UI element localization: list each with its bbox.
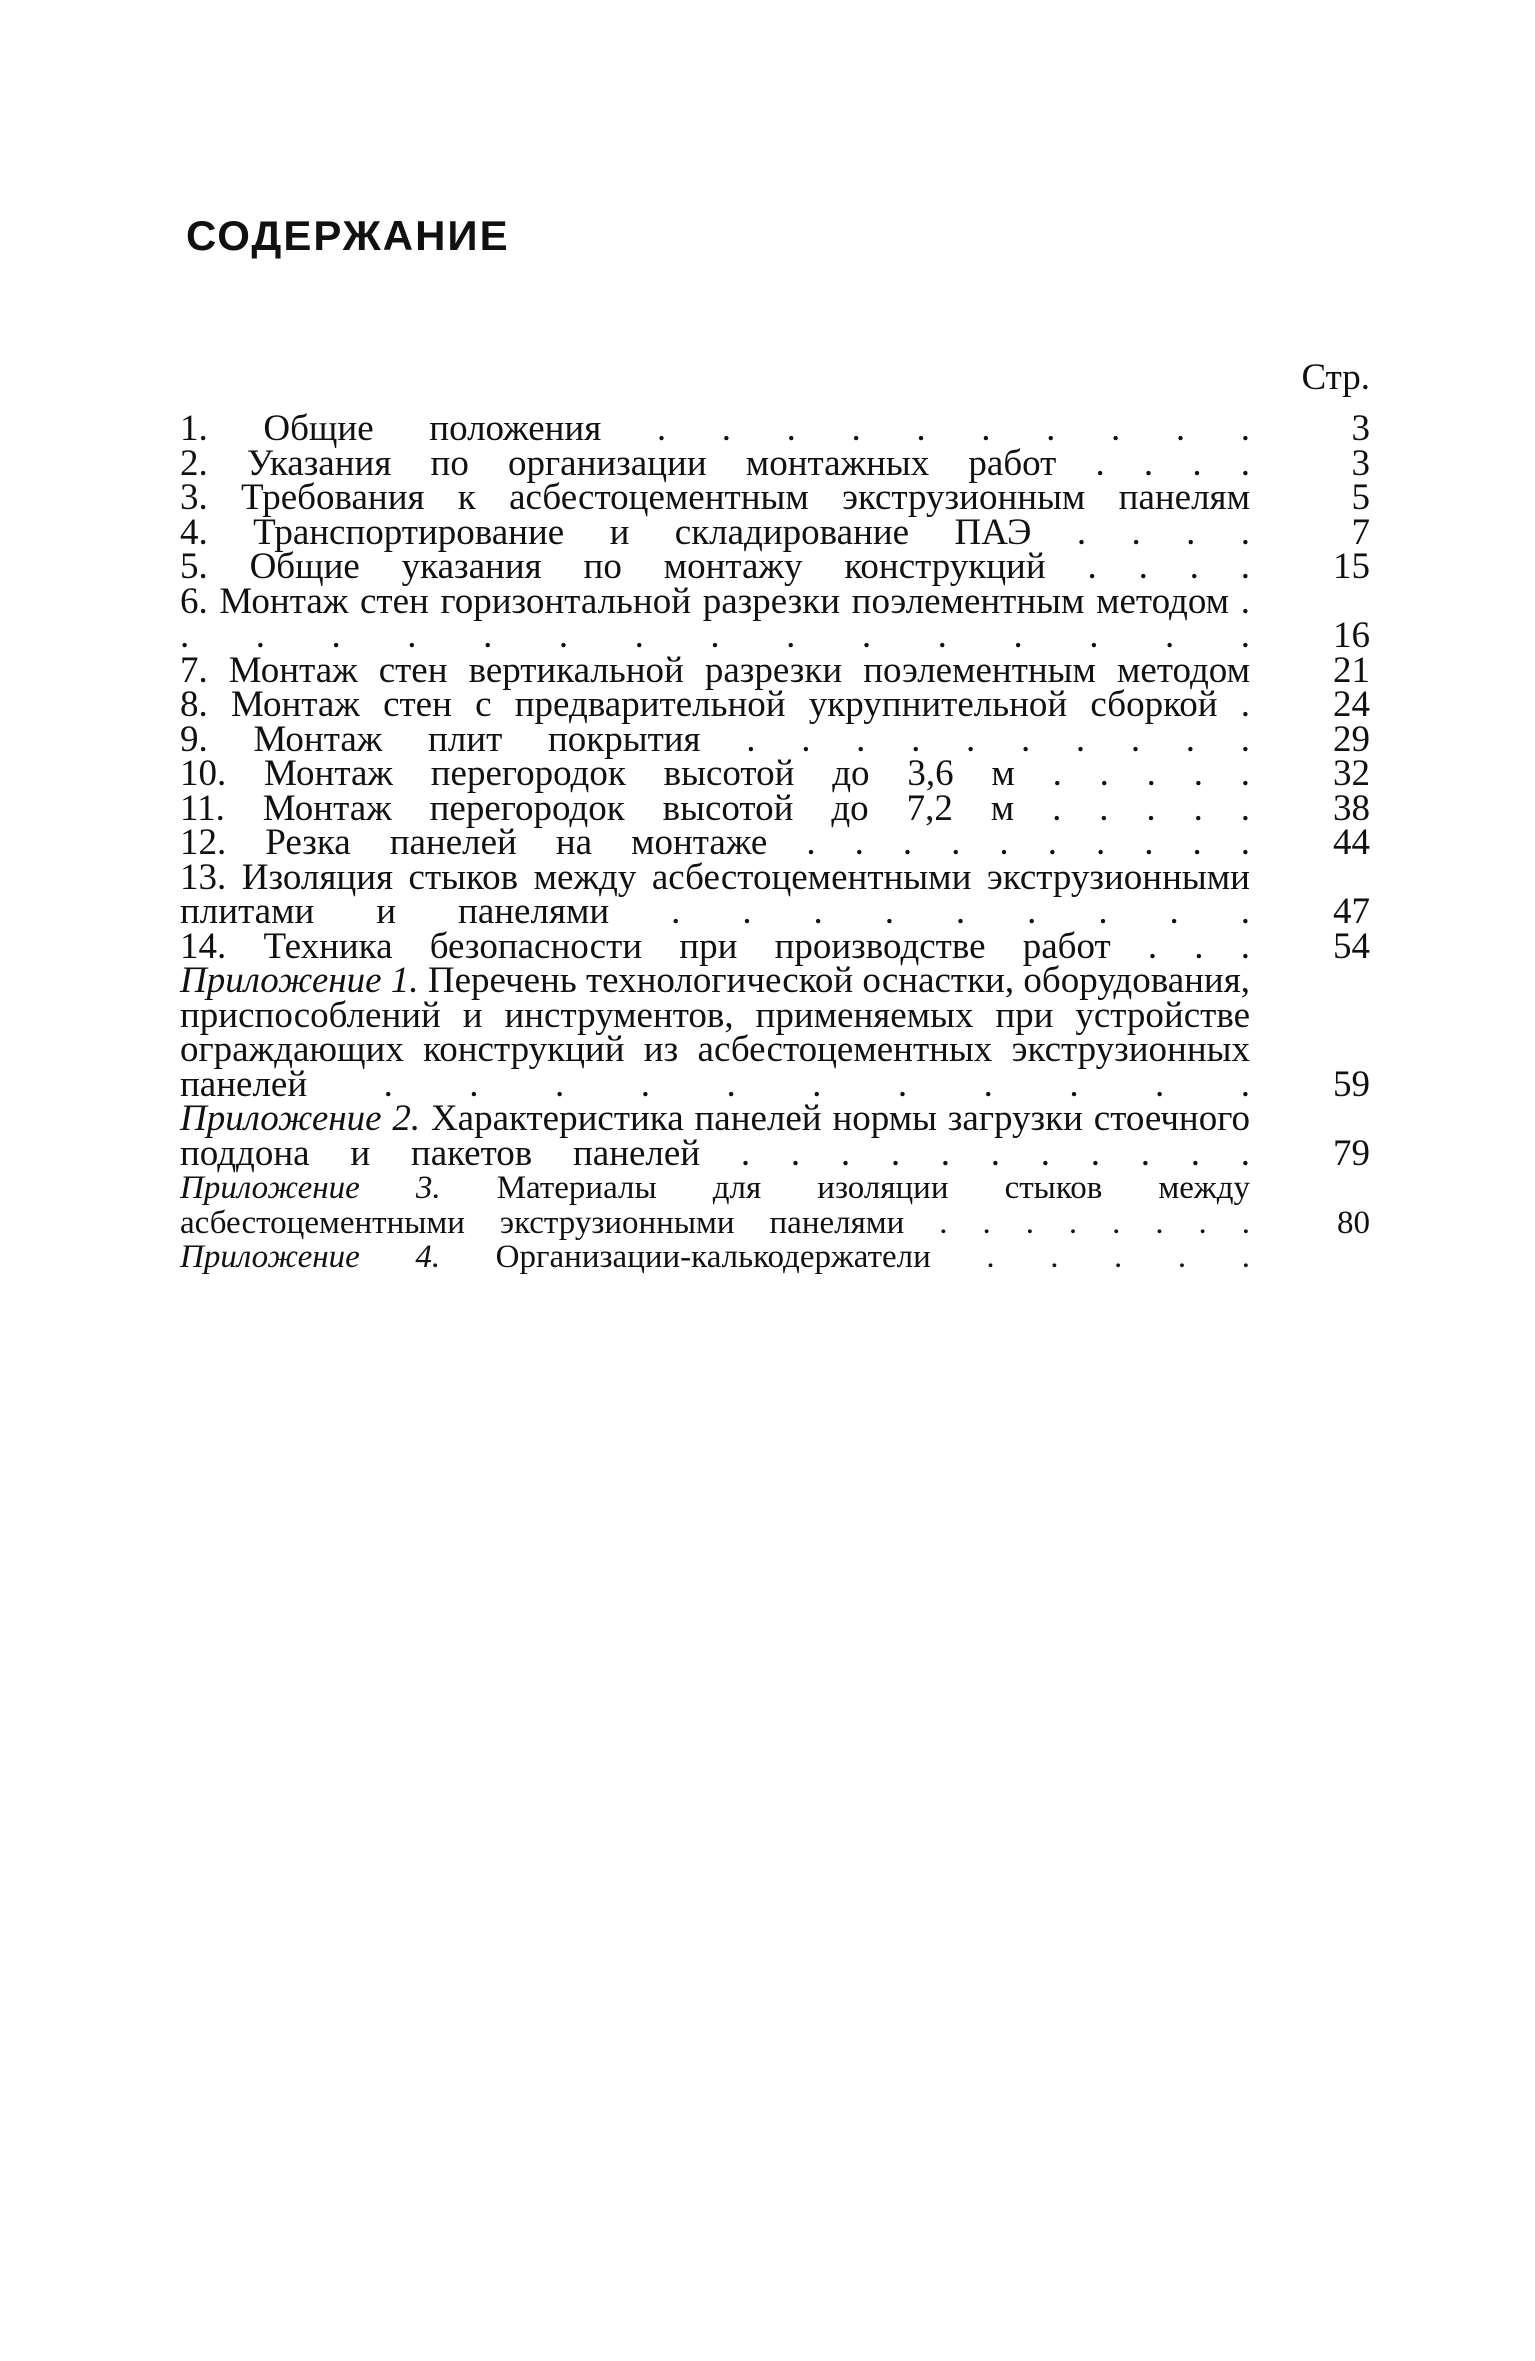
toc-entry-text [180,1098,1250,1174]
toc-entry [180,822,1370,863]
toc-entry-page: 3 [1351,408,1370,449]
toc-entry-page: 29 [1333,718,1370,760]
toc-appendix-entry [180,1098,1370,1174]
toc-entry [180,649,1370,691]
toc-entry-text: 2. Указания по организации монтажных работ . . . . [180,442,1250,484]
appendix-title: Организации-калькодержатели . . . . . [495,1239,1250,1275]
toc-entry [180,511,1370,553]
toc-entry-page: 32 [1333,753,1370,794]
appendix-label: Приложение 3. [180,1170,441,1206]
toc-entry-text: 9. Монтаж плит покрытия . . . . . . . . . . [180,718,1250,760]
appendix-label: Приложение 2. [180,1098,421,1139]
toc-list [180,408,1370,1275]
toc-appendix-entry [180,1240,1370,1275]
toc-entry-page: 79 [1333,1132,1370,1174]
toc-entry-page: 54 [1333,925,1370,967]
toc-entry-text: 11. Монтаж перегородок высотой до 7,2 м . . . . . [180,787,1250,829]
toc-entry-page: 16 [1333,615,1370,656]
toc-entry [180,787,1370,829]
page-column-header: Стр. [1301,357,1370,398]
toc-entry [180,408,1370,449]
toc-entry-text: 8. Монтаж стен с предварительной укрупнительной сборкой . [180,684,1250,725]
appendix-title: Перечень технологической оснастки, оборудования, приспособлений и инструментов, применяемых при устройстве ограждающих конструкций из асбестоцементных экструзионных панелей . . . . . . . . . . . [180,960,1251,1105]
toc-entry-page: 15 [1333,546,1370,587]
toc-entry-text: 12. Резка панелей на монтаже . . . . . . . . . . [180,822,1250,863]
toc-entry-text: 10. Монтаж перегородок высотой до 3,6 м . . . . . [180,753,1250,794]
toc-entry-text [180,1240,1250,1275]
toc-entry [180,856,1370,932]
toc-entry-text: 4. Транспортирование и складирование ПАЭ . . . . [180,511,1250,553]
toc-entry [180,442,1370,484]
appendix-title: Характеристика панелей нормы загрузки стоечного поддона и пакетов панелей . . . . . . . . . . . [180,1098,1250,1174]
toc-entry-text: 7. Монтаж стен вертикальной разрезки поэлементным методом [180,649,1250,691]
toc-entry [180,925,1370,967]
toc-entry [180,718,1370,760]
toc-entry [180,546,1370,587]
toc-entry-text: 1. Общие положения . . . . . . . . . . [180,408,1250,449]
toc-entry-page: 38 [1333,787,1370,829]
appendix-title: Материалы для изоляции стыков между асбестоцементными экструзионными панелями . . . . . . . . [180,1170,1251,1241]
toc-entry-text: 14. Техника безопасности при производстве работ . . . [180,925,1250,967]
toc-entry-page: 21 [1333,649,1370,691]
toc-entry-page: 44 [1333,822,1370,863]
toc-entry-page: 24 [1333,684,1370,725]
toc-entry-text [180,960,1251,1105]
toc-entry-text: 3. Требования к асбестоцементным экструзионным панелям [180,477,1250,518]
toc-entry [180,753,1370,794]
toc-entry-text: 5. Общие указания по монтажу конструкций . . . . [180,546,1250,587]
toc-entry [180,684,1370,725]
toc-entry-text: 6. Монтаж стен горизонтальной разрезки поэлементным методом . . . . . . . . . . . . . . . . [180,580,1250,656]
toc-entry-text [180,1171,1250,1240]
appendix-label: Приложение 1. [180,960,419,1001]
toc-entry-page: 3 [1351,442,1370,484]
toc-entry [180,580,1370,656]
toc-entry-page: 59 [1333,1063,1370,1105]
toc-appendix-entry [180,960,1370,1105]
toc-entry [180,477,1370,518]
toc-entry-page: 47 [1333,891,1370,932]
toc-entry-page: 80 [1337,1204,1370,1241]
toc-appendix-entry [180,1171,1370,1240]
toc-entry-text: 13. Изоляция стыков между асбестоцементными экструзионными плитами и панелями . . . . . . . . . [180,856,1250,932]
toc-entry-page: 5 [1351,477,1370,518]
toc-entry-page: 7 [1351,511,1370,553]
page-title: СОДЕРЖАНИЕ [186,212,510,259]
appendix-label: Приложение 4. [180,1239,441,1275]
